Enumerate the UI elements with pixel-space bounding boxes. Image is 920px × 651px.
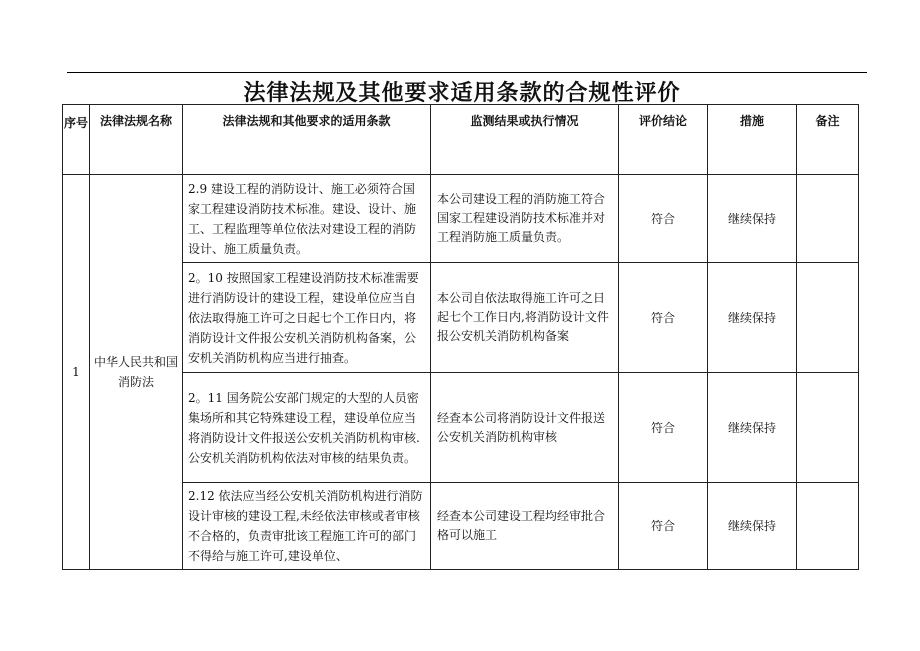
- remark-cell: [797, 175, 859, 263]
- result-cell: 本公司建设工程的消防施工符合国家工程建设消防技术标准并对工程消防施工质量负责。: [431, 175, 619, 263]
- conclusion-cell: 符合: [619, 483, 708, 570]
- header-measure: 措施: [708, 105, 797, 175]
- header-law-name: 法律法规名称: [90, 105, 183, 175]
- measure-cell: 继续保持: [708, 483, 797, 570]
- compliance-table: [62, 104, 859, 570]
- table-row: [63, 263, 859, 373]
- conclusion-cell: 符合: [619, 263, 708, 373]
- header-remark: 备注: [797, 105, 859, 175]
- header-clause: 法律法规和其他要求的适用条款: [183, 105, 431, 175]
- top-rule: [67, 72, 867, 73]
- table-row: [63, 373, 859, 483]
- clause-cell: 2。11 国务院公安部门规定的大型的人员密集场所和其它特殊建设工程，建设单位应当将消防设计文件报送公安机关消防机构审核.公安机关消防机构依法对审核的结果负责。: [183, 373, 431, 483]
- page-title: 法律法规及其他要求适用条款的合规性评价: [243, 80, 681, 106]
- header-conclusion: 评价结论: [619, 105, 708, 175]
- result-cell: 本公司自依法取得施工许可之日起七个工作日内,将消防设计文件报公安机关消防机构备案: [431, 263, 619, 373]
- remark-cell: [797, 373, 859, 483]
- remark-cell: [797, 483, 859, 570]
- table-row: [63, 483, 859, 570]
- header-seq: 序号: [63, 105, 90, 175]
- remark-cell: [797, 263, 859, 373]
- result-cell: 经查本公司建设工程均经审批合格可以施工: [431, 483, 619, 570]
- clause-cell: 2.12 依法应当经公安机关消防机构进行消防设计审核的建设工程,未经依法审核或者审核不合格的，负责审批该工程施工许可的部门不得给与施工许可,建设单位、: [183, 483, 431, 570]
- group-seq: 1: [63, 175, 90, 570]
- group-law-name: 中华人民共和国消防法: [90, 175, 183, 570]
- table-header-row: [63, 105, 859, 175]
- measure-cell: 继续保持: [708, 263, 797, 373]
- clause-cell: 2.9 建设工程的消防设计、施工必须符合国家工程建设消防技术标准。建设、设计、施工、工程监理等单位依法对建设工程的消防设计、施工质量负责。: [183, 175, 431, 263]
- conclusion-cell: 符合: [619, 175, 708, 263]
- clause-cell: 2。10 按照国家工程建设消防技术标准需要进行消防设计的建设工程，建设单位应当自依法取得施工许可之日起七个工作日内，将消防设计文件报公安机关消防机构备案，公安机关消防机构应当进行抽查。: [183, 263, 431, 373]
- conclusion-cell: 符合: [619, 373, 708, 483]
- measure-cell: 继续保持: [708, 175, 797, 263]
- measure-cell: 继续保持: [708, 373, 797, 483]
- result-cell: 经查本公司将消防设计文件报送公安机关消防机构审核: [431, 373, 619, 483]
- table-row: [63, 175, 859, 263]
- header-result: 监测结果或执行情况: [431, 105, 619, 175]
